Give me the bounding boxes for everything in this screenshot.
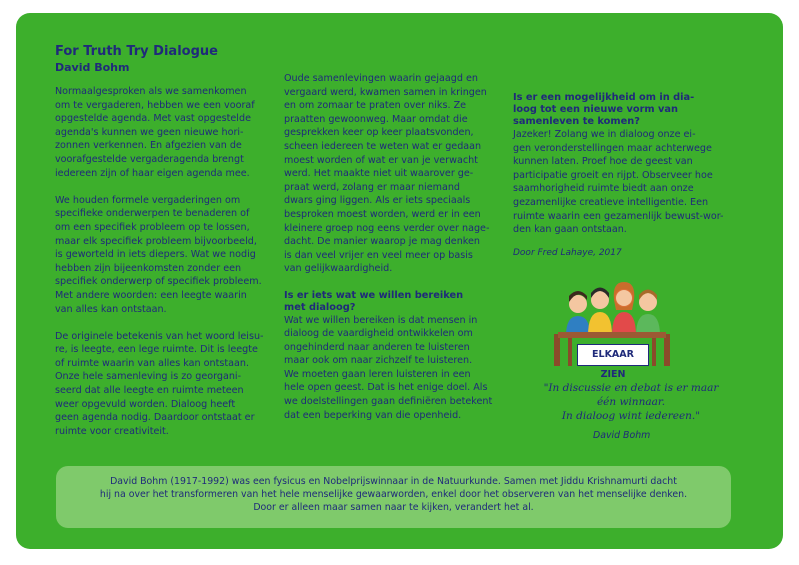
elkaar-zien-banner: ELKAAR ZIEN — [577, 344, 649, 366]
article-author: David Bohm — [55, 61, 130, 74]
col3-paragraph-1: Jazeker! Zolang we in dialoog onze ei- gen veronderstellingen maar achterwege kunnen laten. Proef hoe de geest van participatie groeit en rijpt. Observeer hoe saamhorigheid ruimte biedt aan onze gezamenlijke creatieve intelligentie. Een ruimte waarin een gezamenlijk bewust-wor- den kan gaan ontstaan. — [513, 129, 724, 236]
col2-paragraph-2: Wat we willen bereiken is dat mensen in dialoog de vaardigheid ontwikkelen om ongehinderd naar anderen te luisteren maar ook om naar zichzelf te luisteren. We moeten gaan leren luisteren in een hele open geest. Dat is het enige doel. Als we doelstellingen gaan definiëren betekent dat een beperking van die openheid. — [284, 314, 493, 421]
green-panel — [16, 13, 783, 549]
article-title: For Truth Try Dialogue — [55, 44, 218, 59]
quote: "In discussie en debat is er maar één winnaar. In dialoog wint iedereen." — [543, 382, 719, 422]
col1-paragraph-3: De originele betekenis van het woord leisu- re, is leegte, een lege ruimte. Dit is leegte of ruimte waarin van alles kan ontstaan. Onze hele samenleving is zo georgani- seerd dat alle leegte en ruimte meteen weer opgevuld worden. Dialoog heeft geen agenda nodig. Daardoor ontstaat er ruimte voor creativiteit. — [55, 330, 264, 437]
col1-paragraph-1: Normaalgesproken als we samenkomen om te vergaderen, hebben we een vooraf opgestelde agenda. Met vast opgestelde agenda's kunnen we geen nieuwe hori- zonnen verkennen. En afgezien van de voorafgestelde vergaderagenda brengt iedereen zijn of haar eigen agenda mee. — [55, 86, 255, 179]
column-2 — [284, 72, 504, 436]
column-3 — [513, 92, 753, 260]
col1-paragraph-2: We houden formele vergaderingen om specifieke onderwerpen te benaderen of om een specifiek probleem op te lossen, maar elk specifiek probleem bijvoorbeeld, is geworteld in iets diepers. Wat we nodig hebben zijn bijeenkomsten zonder een specifiek onderwerp of specifiek probleem. Met andere woorden: een leegte waarin van alles kan ontstaan. — [55, 194, 262, 315]
col3-heading: Is er een mogelijkheid om in dia- loog tot een nieuwe vorm van samenleven te komen? — [513, 92, 695, 127]
col2-paragraph-1: Oude samenlevingen waarin gejaagd en vergaard werd, kwamen samen in kringen en om zomaar te praten over niks. Ze praatten gewoonweg. Maar omdat die gesprekken keer op keer plaatsvonden, scheen iedereen te weten wat er gedaan moest worden of wat er van je verwacht werd. Het maakte niet uit waarover ge- praat werd, zolang er maar niemand dwars ging liggen. Als er iets speciaals besproken moest worden, werd er in een kleinere groep nog eens verder over nage- dacht. De manier waarop je mag denken is dan veel vrijer en veel meer op basis van gelijkwaardigheid. — [284, 73, 490, 275]
quote-author: David Bohm — [593, 430, 651, 441]
column-1 — [55, 85, 275, 452]
bio-footer: David Bohm (1917-1992) was een fysicus en Nobelprijswinnaar in de Natuurkunde. Samen met Jiddu Krishnamurti dacht hij na over het transformeren van het hele menselijke gewaarworden, enkel door het observeren van het menselijke denken. Door er alleen maar samen naar te kijken, verandert het al. — [56, 466, 731, 528]
byline: Door Fred Lahaye, 2017 — [513, 247, 622, 258]
col2-heading: Is er iets wat we willen bereiken met dialoog? — [284, 289, 464, 313]
